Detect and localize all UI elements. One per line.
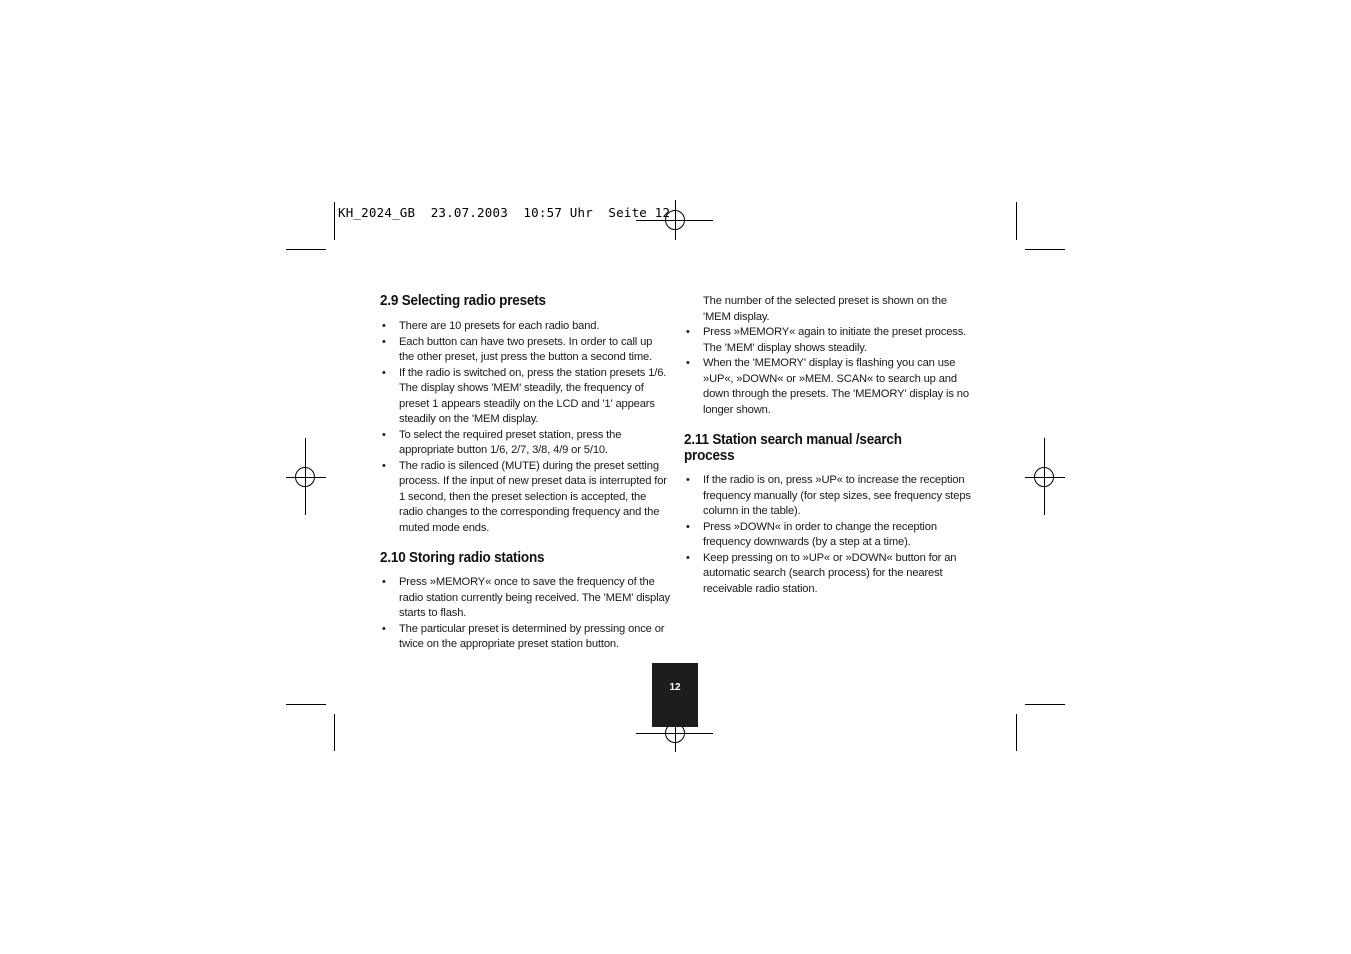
list-item: • Press »DOWN« in order to change the reception frequency downwards (by a step at a time).: [684, 520, 974, 551]
continued-text: The number of the selected preset is shown on the 'MEM display.: [703, 295, 947, 323]
crop-mark: [1025, 704, 1065, 705]
registration-circle-icon: [295, 467, 315, 487]
page-number: 12: [669, 682, 681, 693]
crop-mark: [286, 704, 326, 705]
crop-mark: [1025, 249, 1065, 250]
list-item: • If the radio is on, press »UP« to increase the reception frequency manually (for step sizes, see frequency steps column in the table).: [684, 473, 974, 520]
list-item: • Press »MEMORY« once to save the frequency of the radio station currently being received. The 'MEM' display starts to flash.: [380, 575, 670, 622]
section-heading: 2.9 Selecting radio presets: [380, 293, 546, 309]
list-item: • Keep pressing on to »UP« or »DOWN« button for an automatic search (search process) for the nearest receivable radio station.: [684, 551, 974, 598]
list-item: • If the radio is switched on, press the station presets 1/6. The display shows 'MEM' steadily, the frequency of preset 1 appears steadily on the LCD and '1' appears steadily on the 'MEM display.: [380, 366, 670, 428]
section-heading: 2.10 Storing radio stations: [380, 550, 545, 566]
bullet-list: [684, 473, 974, 597]
list-item: • Each button can have two presets. In order to call up the other preset, just press the button a second time.: [380, 335, 670, 366]
right-column: [684, 294, 974, 597]
bullet-list: [380, 575, 670, 653]
bullet-list: [684, 325, 974, 418]
list-item: • When the 'MEMORY' display is flashing you can use »UP«, »DOWN« or »MEM. SCAN« to search up and down through the presets. The 'MEMORY' display is no longer shown.: [684, 356, 974, 418]
list-item: • The radio is silenced (MUTE) during the preset setting process. If the input of new preset data is interrupted for 1 second, then the preset selection is accepted, the radio changes to the corresponding frequency and the muted mode ends.: [380, 459, 670, 537]
crop-mark: [286, 249, 326, 250]
crop-mark: [1016, 202, 1017, 240]
list-item: • Press »MEMORY« again to initiate the preset process. The 'MEM' display shows steadily.: [684, 325, 974, 356]
crop-mark: [334, 202, 335, 240]
list-item: • There are 10 presets for each radio band.: [380, 319, 670, 335]
print-slug: KH_2024_GB 23.07.2003 10:57 Uhr Seite 12: [338, 205, 671, 220]
list-item: • The particular preset is determined by pressing once or twice on the appropriate preset station button.: [380, 622, 670, 653]
bullet-list: [380, 319, 670, 536]
left-column: [380, 293, 670, 653]
crop-mark: [1016, 714, 1017, 751]
list-item: • To select the required preset station, press the appropriate button 1/6, 2/7, 3/8, 4/9 or 5/10.: [380, 428, 670, 459]
page-number-tab: [652, 663, 698, 727]
section-heading: 2.11 Station search manual /search process: [684, 432, 902, 464]
registration-circle-icon: [1034, 467, 1054, 487]
crop-mark: [334, 714, 335, 751]
